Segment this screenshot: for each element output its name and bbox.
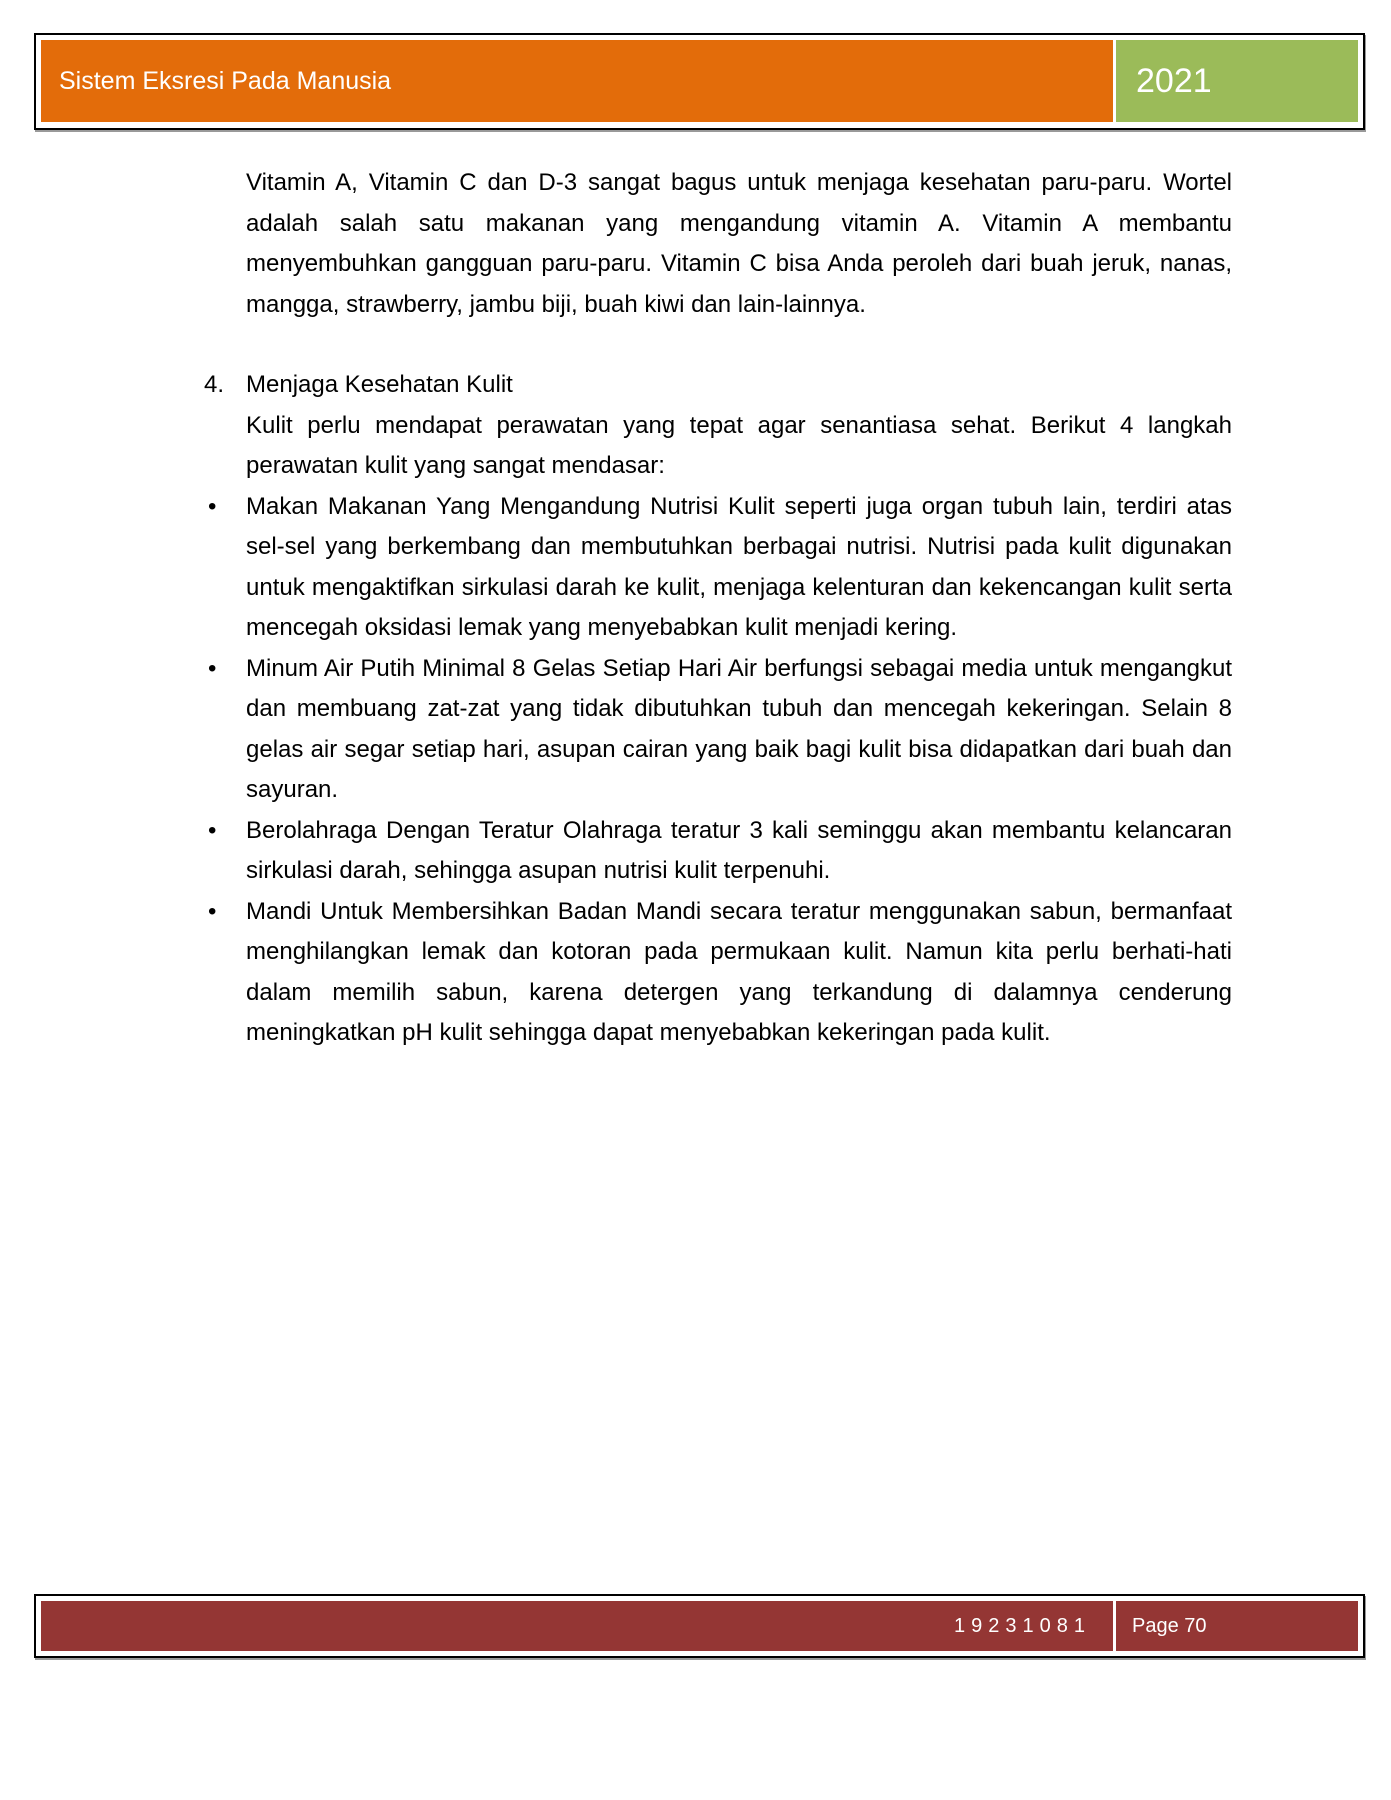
list-item-text: Berolahraga Dengan Teratur Olahraga teratur 3 kali seminggu akan membantu kelancaran sirkulasi darah, sehingga asupan nutrisi kulit terpenuhi. bbox=[246, 816, 1232, 884]
list-item bbox=[208, 649, 1232, 811]
list-item bbox=[208, 487, 1232, 649]
footer-id: 19231081 bbox=[41, 1601, 1113, 1651]
page-number: Page 70 bbox=[1116, 1601, 1358, 1651]
section-heading bbox=[204, 365, 1232, 406]
list-item bbox=[208, 892, 1232, 1054]
document-body bbox=[204, 163, 1232, 1054]
bullet-icon: • bbox=[208, 897, 217, 925]
header-title: Sistem Eksresi Pada Manusia bbox=[41, 40, 1113, 122]
bullet-icon: • bbox=[208, 492, 217, 520]
bullet-icon: • bbox=[208, 654, 217, 682]
list-item bbox=[208, 811, 1232, 892]
section-title: Menjaga Kesehatan Kulit bbox=[246, 371, 513, 398]
header-year: 2021 bbox=[1116, 40, 1358, 122]
bullet-icon: • bbox=[208, 816, 217, 844]
list-item-text: Makan Makanan Yang Mengandung Nutrisi Kulit seperti juga organ tubuh lain, terdiri atas sel-sel yang berkembang dan membutuhkan berbagai nutrisi. Nutrisi pada kulit digunakan untuk mengaktifkan sirkulasi darah ke kulit, menjaga kelenturan dan kekencangan kulit serta mencegah oksidasi lemak yang menyebabkan kulit menjadi kering. bbox=[246, 492, 1232, 641]
list-item-text: Minum Air Putih Minimal 8 Gelas Setiap Hari Air berfungsi sebagai media untuk mengangkut dan membuang zat-zat yang tidak dibutuhkan tubuh dan mencegah kekeringan. Selain 8 gelas air segar setiap hari, asupan cairan yang baik bagi kulit bisa didapatkan dari buah dan sayuran. bbox=[246, 654, 1232, 803]
section-number: 4. bbox=[204, 371, 225, 398]
list-item-text: Mandi Untuk Membersihkan Badan Mandi secara teratur menggunakan sabun, bermanfaat menghilangkan lemak dan kotoran pada permukaan kulit. Namun kita perlu berhati-hati dalam memilih sabun, karena detergen yang terkandung di dalamnya cenderung meningkatkan pH kulit sehingga dapat menyebabkan kekeringan pada kulit. bbox=[246, 897, 1232, 1046]
page-footer bbox=[34, 1594, 1365, 1658]
section-intro: Kulit perlu mendapat perawatan yang tepat agar senantiasa sehat. Berikut 4 langkah perawatan kulit yang sangat mendasar: bbox=[246, 411, 1232, 479]
page-header bbox=[34, 33, 1365, 130]
intro-paragraph: Vitamin A, Vitamin C dan D-3 sangat bagus untuk menjaga kesehatan paru-paru. Wortel adalah salah satu makanan yang mengandung vitamin A. Vitamin A membantu menyembuhkan gangguan paru-paru. Vitamin C bisa Anda peroleh dari buah jeruk, nanas, mangga, strawberry, jambu biji, buah kiwi dan lain-lainnya. bbox=[246, 169, 1232, 318]
